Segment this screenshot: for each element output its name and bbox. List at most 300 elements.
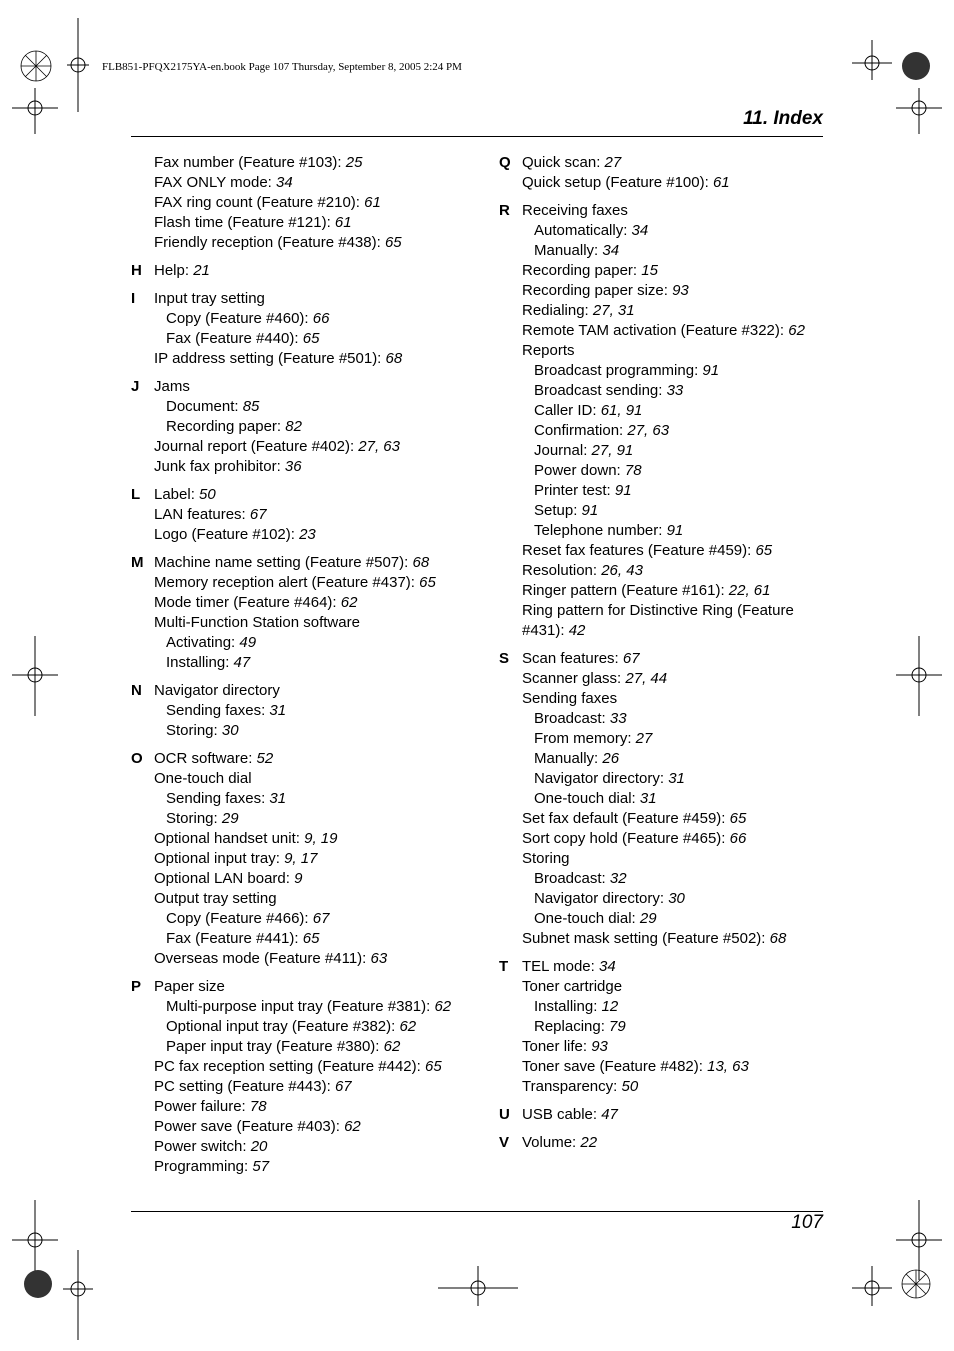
entry-term: Ring pattern for Distinctive Ring (Feature bbox=[522, 602, 794, 619]
index-entry bbox=[499, 977, 829, 997]
index-entry bbox=[131, 457, 471, 477]
entry-term: Recording paper size: bbox=[522, 282, 673, 299]
index-letter: I bbox=[131, 290, 136, 307]
index-entry bbox=[131, 173, 471, 193]
entry-page-refs: 22, 61 bbox=[728, 582, 771, 599]
entry-page-refs: 61, 91 bbox=[600, 402, 643, 419]
registration-circle-icon bbox=[900, 50, 932, 82]
entry-page-refs: 91 bbox=[666, 522, 684, 539]
index-group bbox=[131, 261, 471, 281]
entry-page-refs: 61 bbox=[712, 174, 730, 191]
entry-page-refs: 65 bbox=[729, 810, 747, 827]
index-group bbox=[131, 289, 471, 369]
index-entry bbox=[131, 593, 471, 613]
crosshair-icon bbox=[852, 40, 892, 80]
index-entry bbox=[131, 349, 471, 369]
index-entry bbox=[499, 601, 829, 621]
index-subentry bbox=[131, 997, 471, 1017]
index-entry bbox=[499, 341, 829, 361]
entry-page-refs: 31 bbox=[269, 702, 287, 719]
entry-page-refs: 27, 63 bbox=[627, 422, 670, 439]
index-entry bbox=[499, 689, 829, 709]
index-entry bbox=[131, 1057, 471, 1077]
entry-page-refs: 27, 31 bbox=[592, 302, 635, 319]
entry-term: Mode timer (Feature #464): bbox=[154, 594, 341, 611]
index-subentry bbox=[499, 709, 829, 729]
index-entry bbox=[499, 809, 829, 829]
entry-term: Optional input tray: bbox=[154, 850, 285, 867]
entry-page-refs: 50 bbox=[199, 486, 216, 503]
entry-page-refs: 62 bbox=[383, 1038, 401, 1055]
entry-term: PC setting (Feature #443): bbox=[154, 1078, 335, 1095]
entry-term: Caller ID: bbox=[534, 402, 601, 419]
index-entry bbox=[131, 213, 471, 233]
entry-term: Quick scan: bbox=[522, 154, 605, 171]
entry-page-refs: 79 bbox=[609, 1018, 626, 1035]
entry-term: Transparency: bbox=[522, 1078, 622, 1095]
index-entry bbox=[131, 889, 471, 909]
index-subentry bbox=[499, 909, 829, 929]
index-group bbox=[499, 649, 829, 949]
entry-term: Manually: bbox=[534, 242, 603, 259]
index-subentry bbox=[131, 1017, 471, 1037]
entry-term: Scanner glass: bbox=[522, 670, 626, 687]
entry-page-refs: 27, 63 bbox=[358, 438, 400, 455]
index-letter: Q bbox=[499, 154, 511, 171]
entry-page-refs: 13, 63 bbox=[707, 1058, 749, 1075]
entry-page-refs: 61 bbox=[364, 194, 381, 211]
index-entry bbox=[499, 201, 829, 221]
entry-term: Broadcast sending: bbox=[534, 382, 667, 399]
entry-term: Remote TAM activation (Feature #322): bbox=[522, 322, 789, 339]
entry-page-refs: 34 bbox=[602, 242, 620, 259]
entry-term: Copy (Feature #460): bbox=[166, 310, 313, 327]
index-subentry bbox=[131, 789, 471, 809]
index-entry bbox=[499, 621, 829, 641]
index-letter: P bbox=[131, 978, 142, 995]
index-entry bbox=[499, 321, 829, 341]
entry-page-refs: 31 bbox=[668, 770, 685, 787]
index-letter: T bbox=[499, 958, 509, 975]
index-group bbox=[131, 977, 471, 1177]
entry-term: Programming: bbox=[154, 1158, 253, 1175]
index-subentry bbox=[499, 221, 829, 241]
index-letter: H bbox=[131, 262, 142, 279]
index-entry bbox=[131, 485, 471, 505]
entry-page-refs: 67 bbox=[334, 1078, 352, 1095]
entry-page-refs: 65 bbox=[302, 930, 320, 947]
entry-term: Quick setup (Feature #100): bbox=[522, 174, 713, 191]
entry-page-refs: 67 bbox=[312, 910, 330, 927]
entry-page-refs: 78 bbox=[624, 462, 642, 479]
header-rule bbox=[131, 136, 823, 137]
index-subentry bbox=[499, 889, 829, 909]
entry-term: Toner save (Feature #482): bbox=[522, 1058, 708, 1075]
entry-term: Optional LAN board: bbox=[154, 870, 295, 887]
index-subentry bbox=[131, 397, 471, 417]
entry-term: Fax number (Feature #103): bbox=[154, 154, 346, 171]
entry-term: Sort copy hold (Feature #465): bbox=[522, 830, 730, 847]
entry-page-refs: 26 bbox=[602, 750, 620, 767]
index-entry bbox=[131, 1117, 471, 1137]
index-entry bbox=[499, 561, 829, 581]
entry-term: Installing: bbox=[534, 998, 602, 1015]
index-entry bbox=[499, 1077, 829, 1097]
entry-page-refs: 66 bbox=[312, 310, 330, 327]
index-entry bbox=[131, 949, 471, 969]
crosshair-icon bbox=[896, 88, 942, 134]
index-entry bbox=[131, 573, 471, 593]
entry-term: Label: bbox=[154, 486, 200, 503]
entry-page-refs: 85 bbox=[242, 398, 260, 415]
registration-circle-icon bbox=[22, 1268, 54, 1300]
entry-page-refs: 25 bbox=[345, 154, 363, 171]
entry-term: Subnet mask setting (Feature #502): bbox=[522, 930, 770, 947]
entry-term: Sending faxes: bbox=[166, 702, 270, 719]
print-slug: FLB851-PFQX2175YA-en.book Page 107 Thursday, September 8, 2005 2:24 PM bbox=[102, 61, 462, 73]
entry-page-refs: 27, 44 bbox=[625, 670, 668, 687]
index-entry bbox=[499, 1105, 829, 1125]
entry-term: One-touch dial: bbox=[534, 910, 640, 927]
entry-term: Flash time (Feature #121): bbox=[154, 214, 335, 231]
entry-page-refs: 27 bbox=[635, 730, 653, 747]
index-subentry bbox=[499, 241, 829, 261]
index-entry bbox=[499, 849, 829, 869]
index-subentry bbox=[499, 401, 829, 421]
crosshair-icon bbox=[63, 1250, 93, 1340]
index-subentry bbox=[131, 809, 471, 829]
index-subentry bbox=[499, 421, 829, 441]
index-entry bbox=[131, 153, 471, 173]
entry-page-refs: 65 bbox=[302, 330, 320, 347]
entry-page-refs: 67 bbox=[249, 506, 267, 523]
entry-page-refs: 68 bbox=[412, 554, 430, 571]
index-entry bbox=[131, 289, 471, 309]
entry-page-refs: 63 bbox=[370, 950, 388, 967]
index-letter: O bbox=[131, 750, 143, 767]
index-subentry bbox=[499, 1017, 829, 1037]
index-letter: S bbox=[499, 650, 510, 667]
entry-term: Scan features: bbox=[522, 650, 623, 667]
index-entry bbox=[499, 301, 829, 321]
entry-term: USB cable: bbox=[522, 1106, 602, 1123]
entry-page-refs: 30 bbox=[668, 890, 685, 907]
crosshair-icon bbox=[852, 1266, 892, 1306]
entry-term: Toner life: bbox=[522, 1038, 592, 1055]
entry-page-refs: 62 bbox=[788, 322, 805, 339]
entry-page-refs: 27 bbox=[604, 154, 622, 171]
entry-term: Redialing: bbox=[522, 302, 593, 319]
index-subentry bbox=[131, 653, 471, 673]
index-entry bbox=[131, 681, 471, 701]
entry-term: Broadcast: bbox=[534, 710, 610, 727]
entry-term: IP address setting (Feature #501): bbox=[154, 350, 386, 367]
index-subentry bbox=[131, 929, 471, 949]
index-letter: V bbox=[499, 1134, 510, 1151]
index-entry bbox=[131, 261, 471, 281]
entry-page-refs: 65 bbox=[384, 234, 402, 251]
index-subentry bbox=[499, 461, 829, 481]
entry-page-refs: 68 bbox=[385, 350, 403, 367]
entry-term: Optional handset unit: bbox=[154, 830, 305, 847]
index-subentry bbox=[499, 521, 829, 541]
page-number: 107 bbox=[791, 1212, 823, 1233]
entry-page-refs: 62 bbox=[344, 1118, 361, 1135]
entry-term: Sending faxes: bbox=[166, 790, 270, 807]
index-letter: L bbox=[131, 486, 141, 503]
index-entry bbox=[499, 829, 829, 849]
crosshair-icon bbox=[63, 18, 93, 112]
entry-page-refs: 67 bbox=[622, 650, 640, 667]
entry-term: Optional input tray (Feature #382): bbox=[166, 1018, 400, 1035]
entry-page-refs: 21 bbox=[193, 262, 210, 279]
index-entry bbox=[131, 869, 471, 889]
entry-page-refs: 9, 19 bbox=[304, 830, 338, 847]
index-subentry bbox=[499, 361, 829, 381]
entry-term: Journal report (Feature #402): bbox=[154, 438, 359, 455]
index-entry bbox=[131, 553, 471, 573]
index-entry bbox=[131, 613, 471, 633]
entry-term: FAX ring count (Feature #210): bbox=[154, 194, 365, 211]
entry-page-refs: 12 bbox=[601, 998, 619, 1015]
entry-page-refs: 65 bbox=[419, 574, 436, 591]
page-title: 11. Index bbox=[743, 108, 823, 129]
entry-page-refs: 61 bbox=[334, 214, 352, 231]
index-group bbox=[131, 377, 471, 477]
entry-term: Storing bbox=[522, 850, 570, 867]
entry-term: Output tray setting bbox=[154, 890, 277, 907]
entry-page-refs: 91 bbox=[702, 362, 720, 379]
index-entry bbox=[131, 377, 471, 397]
index-entry bbox=[131, 233, 471, 253]
entry-page-refs: 93 bbox=[591, 1038, 608, 1055]
entry-page-refs: 34 bbox=[631, 222, 649, 239]
index-entry bbox=[131, 769, 471, 789]
entry-term: Setup: bbox=[534, 502, 582, 519]
entry-page-refs: 22 bbox=[580, 1134, 598, 1151]
entry-term: Replacing: bbox=[534, 1018, 610, 1035]
entry-term: Junk fax prohibitor: bbox=[154, 458, 285, 475]
entry-term: Volume: bbox=[522, 1134, 581, 1151]
entry-page-refs: 29 bbox=[221, 810, 239, 827]
entry-term: Memory reception alert (Feature #437): bbox=[154, 574, 420, 591]
entry-page-refs: 82 bbox=[285, 418, 302, 435]
index-letter: R bbox=[499, 202, 510, 219]
entry-page-refs: 68 bbox=[769, 930, 787, 947]
entry-term: From memory: bbox=[534, 730, 636, 747]
index-entry bbox=[499, 1057, 829, 1077]
entry-term: TEL mode: bbox=[522, 958, 599, 975]
index-entry bbox=[499, 957, 829, 977]
entry-page-refs: 42 bbox=[568, 622, 586, 639]
entry-page-refs: 15 bbox=[641, 262, 658, 279]
entry-term: Confirmation: bbox=[534, 422, 628, 439]
index-column-right bbox=[499, 153, 829, 1161]
crosshair-icon bbox=[12, 88, 58, 134]
index-column-left bbox=[131, 153, 471, 1185]
index-entry bbox=[131, 1157, 471, 1177]
entry-page-refs: 31 bbox=[269, 790, 287, 807]
index-entry bbox=[131, 849, 471, 869]
index-subentry bbox=[131, 909, 471, 929]
entry-page-refs: 9, 17 bbox=[284, 850, 318, 867]
entry-page-refs: 91 bbox=[614, 482, 632, 499]
entry-term: Fax (Feature #441): bbox=[166, 930, 303, 947]
entry-term: Manually: bbox=[534, 750, 603, 767]
index-subentry bbox=[499, 501, 829, 521]
entry-term: One-touch dial: bbox=[534, 790, 640, 807]
entry-term: One-touch dial bbox=[154, 770, 252, 787]
entry-page-refs: 32 bbox=[609, 870, 627, 887]
index-subentry bbox=[499, 381, 829, 401]
entry-term: #431): bbox=[522, 622, 569, 639]
index-entry bbox=[499, 581, 829, 601]
index-letter: N bbox=[131, 682, 142, 699]
entry-page-refs: 26, 43 bbox=[601, 562, 643, 579]
entry-term: Set fax default (Feature #459): bbox=[522, 810, 730, 827]
entry-term: Automatically: bbox=[534, 222, 632, 239]
entry-page-refs: 62 bbox=[399, 1018, 417, 1035]
entry-term: Power switch: bbox=[154, 1138, 251, 1155]
index-subentry bbox=[131, 701, 471, 721]
index-subentry bbox=[131, 417, 471, 437]
index-subentry bbox=[499, 869, 829, 889]
entry-page-refs: 65 bbox=[424, 1058, 442, 1075]
index-entry bbox=[131, 829, 471, 849]
index-entry bbox=[499, 649, 829, 669]
entry-term: Broadcast programming: bbox=[534, 362, 703, 379]
entry-term: Recording paper: bbox=[166, 418, 286, 435]
index-subentry bbox=[131, 309, 471, 329]
entry-term: Power failure: bbox=[154, 1098, 250, 1115]
entry-page-refs: 36 bbox=[284, 458, 302, 475]
entry-page-refs: 33 bbox=[609, 710, 627, 727]
index-entry bbox=[499, 1133, 829, 1153]
entry-term: Recording paper: bbox=[522, 262, 642, 279]
index-entry bbox=[499, 541, 829, 561]
crosshair-icon bbox=[12, 636, 58, 716]
index-group bbox=[131, 485, 471, 545]
entry-term: Paper input tray (Feature #380): bbox=[166, 1038, 384, 1055]
index-letter: J bbox=[131, 378, 140, 395]
entry-term: Navigator directory: bbox=[534, 890, 669, 907]
index-entry bbox=[499, 1037, 829, 1057]
entry-term: Journal: bbox=[534, 442, 592, 459]
registration-circle-icon bbox=[16, 46, 56, 86]
entry-term: Multi-Function Station software bbox=[154, 614, 360, 631]
entry-page-refs: 23 bbox=[299, 526, 316, 543]
index-group bbox=[131, 153, 471, 253]
entry-term: Power down: bbox=[534, 462, 625, 479]
index-entry bbox=[131, 505, 471, 525]
index-entry bbox=[131, 1077, 471, 1097]
index-group bbox=[499, 153, 829, 193]
entry-term: Reports bbox=[522, 342, 575, 359]
index-subentry bbox=[499, 749, 829, 769]
entry-page-refs: 29 bbox=[639, 910, 657, 927]
index-entry bbox=[131, 977, 471, 997]
crosshair-icon bbox=[896, 636, 942, 716]
entry-term: LAN features: bbox=[154, 506, 250, 523]
index-entry bbox=[131, 1097, 471, 1117]
entry-term: Navigator directory bbox=[154, 682, 280, 699]
entry-term: Reset fax features (Feature #459): bbox=[522, 542, 756, 559]
entry-page-refs: 9 bbox=[294, 870, 303, 887]
entry-page-refs: 27, 91 bbox=[591, 442, 634, 459]
entry-term: FAX ONLY mode: bbox=[154, 174, 276, 191]
entry-page-refs: 78 bbox=[249, 1098, 267, 1115]
crosshair-icon bbox=[438, 1266, 518, 1306]
entry-term: Ringer pattern (Feature #161): bbox=[522, 582, 729, 599]
index-letter: U bbox=[499, 1106, 510, 1123]
index-entry bbox=[131, 1137, 471, 1157]
index-subentry bbox=[499, 789, 829, 809]
entry-page-refs: 93 bbox=[672, 282, 689, 299]
index-entry bbox=[131, 437, 471, 457]
index-subentry bbox=[499, 997, 829, 1017]
entry-term: Multi-purpose input tray (Feature #381): bbox=[166, 998, 435, 1015]
index-group bbox=[131, 681, 471, 741]
entry-term: Paper size bbox=[154, 978, 225, 995]
entry-term: Resolution: bbox=[522, 562, 602, 579]
index-entry bbox=[131, 193, 471, 213]
index-subentry bbox=[131, 1037, 471, 1057]
index-group bbox=[131, 749, 471, 969]
entry-term: PC fax reception setting (Feature #442): bbox=[154, 1058, 425, 1075]
entry-term: Installing: bbox=[166, 654, 234, 671]
entry-page-refs: 91 bbox=[581, 502, 599, 519]
index-letter: M bbox=[131, 554, 144, 571]
entry-page-refs: 33 bbox=[666, 382, 684, 399]
entry-term: Friendly reception (Feature #438): bbox=[154, 234, 385, 251]
index-subentry bbox=[499, 441, 829, 461]
index-group bbox=[499, 1105, 829, 1125]
index-subentry bbox=[131, 329, 471, 349]
entry-page-refs: 30 bbox=[221, 722, 239, 739]
entry-term: Jams bbox=[154, 378, 190, 395]
entry-page-refs: 66 bbox=[729, 830, 747, 847]
entry-page-refs: 49 bbox=[239, 634, 257, 651]
entry-term: Input tray setting bbox=[154, 290, 265, 307]
index-subentry bbox=[131, 721, 471, 741]
entry-page-refs: 62 bbox=[434, 998, 452, 1015]
index-group bbox=[499, 957, 829, 1097]
entry-page-refs: 47 bbox=[233, 654, 251, 671]
index-entry bbox=[499, 929, 829, 949]
entry-term: Power save (Feature #403): bbox=[154, 1118, 345, 1135]
index-group bbox=[499, 201, 829, 641]
entry-term: Printer test: bbox=[534, 482, 615, 499]
entry-page-refs: 34 bbox=[276, 174, 293, 191]
entry-term: Overseas mode (Feature #411): bbox=[154, 950, 371, 967]
index-entry bbox=[131, 749, 471, 769]
entry-term: Help: bbox=[154, 262, 194, 279]
entry-page-refs: 62 bbox=[340, 594, 358, 611]
index-entry bbox=[499, 153, 829, 173]
index-entry bbox=[499, 669, 829, 689]
entry-page-refs: 20 bbox=[250, 1138, 268, 1155]
entry-term: Storing: bbox=[166, 810, 222, 827]
entry-term: Receiving faxes bbox=[522, 202, 628, 219]
entry-term: Broadcast: bbox=[534, 870, 610, 887]
index-subentry bbox=[499, 769, 829, 789]
index-group bbox=[499, 1133, 829, 1153]
entry-page-refs: 57 bbox=[252, 1158, 270, 1175]
index-subentry bbox=[131, 633, 471, 653]
index-group bbox=[131, 553, 471, 673]
index-subentry bbox=[499, 729, 829, 749]
entry-page-refs: 50 bbox=[621, 1078, 639, 1095]
